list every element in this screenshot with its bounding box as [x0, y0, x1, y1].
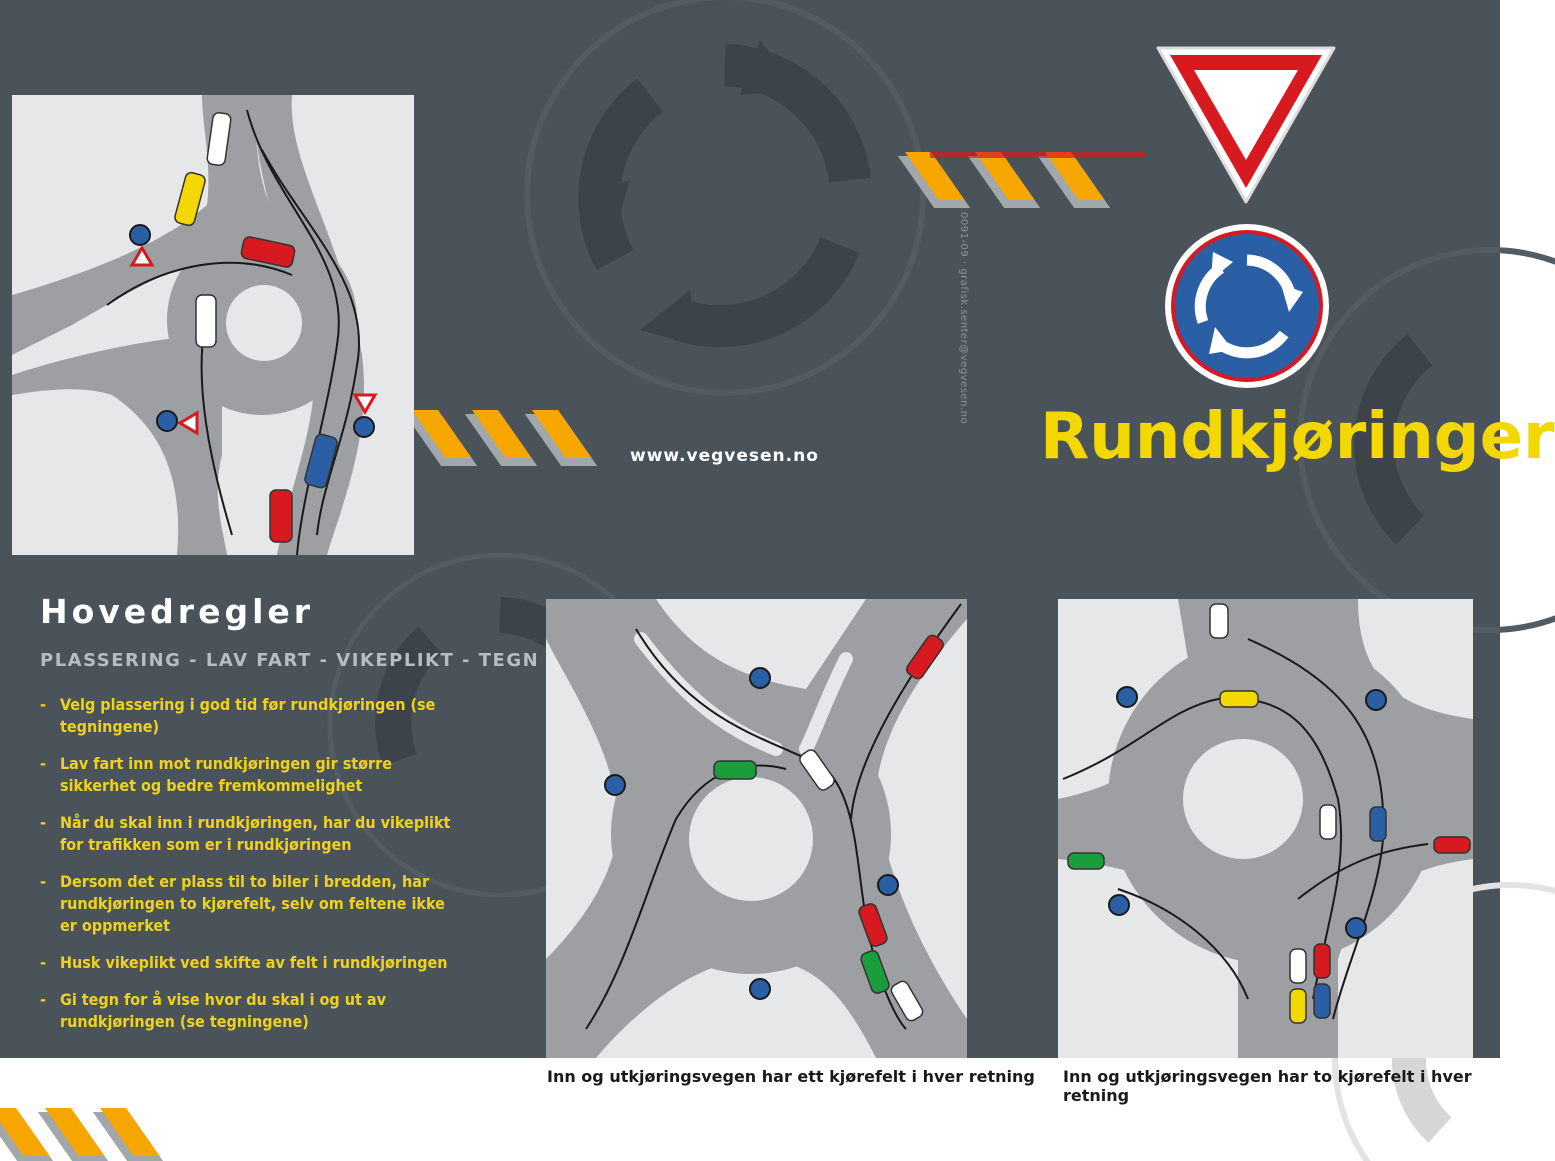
hazard-stripes — [0, 1108, 210, 1161]
rule-text: Gi tegn for å vise hvor du skal i og ut av rundkjøringen (se tegningene) — [60, 990, 386, 1031]
roundabout-illustration — [546, 599, 967, 1058]
rule-text: Lav fart inn mot rundkjøringen gir større sikkerhet og bedre fremkommelighet — [60, 754, 393, 795]
yield-sign-icon — [1150, 40, 1342, 210]
rule-item — [40, 952, 460, 974]
roundabout-sign-icon — [1163, 222, 1331, 390]
rule-dash: - — [40, 813, 46, 832]
print-credit: 0091-09 · grafisk.senter@vegvesen.no — [958, 212, 969, 425]
rule-dash: - — [40, 754, 46, 773]
rule-text: Husk vikeplikt ved skifte av felt i rundkjøringen — [60, 953, 448, 972]
rule-item — [40, 694, 460, 738]
diagram-two-lanes — [1058, 599, 1473, 1058]
roundabout-illustration — [1058, 599, 1473, 1058]
rules-list — [40, 694, 460, 1048]
rules-subheading: PLASSERING - LAV FART - VIKEPLIKT - TEGN — [40, 650, 540, 671]
rule-dash: - — [40, 990, 46, 1009]
hazard-stripes — [930, 152, 1145, 208]
rule-item — [40, 871, 460, 937]
rule-dash: - — [40, 872, 46, 891]
rule-dash: - — [40, 953, 46, 972]
rule-text: Dersom det er plass til to biler i bredden, har rundkjøringen to kjørefelt, selv om feltene ikke er oppmerket — [60, 872, 445, 935]
rules-heading: Hovedregler — [40, 592, 315, 631]
rule-text: Når du skal inn i rundkjøringen, har du vikeplikt for trafikken som er i rundkjøringen — [60, 813, 451, 854]
page-title: Rundkjøringer — [1040, 400, 1555, 474]
hazard-stripes — [412, 410, 622, 466]
rule-item — [40, 989, 460, 1033]
watermark-roundabout-icon — [520, 0, 930, 400]
rule-item — [40, 753, 460, 797]
caption-two-lanes: Inn og utkjøringsvegen har to kjørefelt i hver retning — [1063, 1067, 1472, 1105]
rule-dash: - — [40, 695, 46, 714]
diagram-one-lane — [546, 599, 967, 1058]
website-link[interactable]: www.vegvesen.no — [630, 446, 819, 466]
rule-item — [40, 812, 460, 856]
rule-text: Velg plassering i god tid før rundkjøringen (se tegningene) — [60, 695, 436, 736]
roundabout-illustration — [12, 95, 414, 555]
diagram-roundabout-top — [12, 95, 414, 555]
caption-one-lane: Inn og utkjøringsvegen har ett kjørefelt i hver retning — [547, 1067, 1035, 1086]
